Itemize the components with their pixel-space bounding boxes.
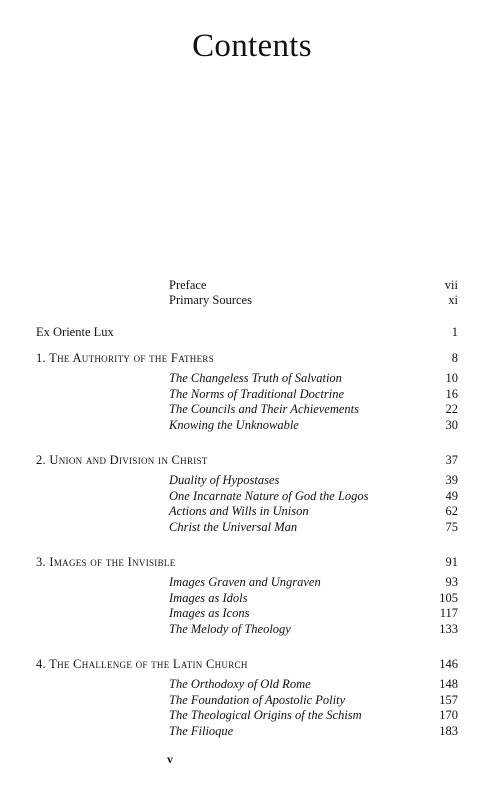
toc-section-page: 22 [445, 402, 458, 416]
page-number: v [167, 752, 173, 766]
toc-section-page: 16 [445, 387, 458, 401]
toc-section: Duality of Hypostases [169, 473, 280, 487]
toc-section: The Melody of Theology [169, 622, 291, 636]
toc-chapter-1-page: 8 [451, 351, 458, 365]
toc-section-page: 75 [445, 520, 458, 534]
toc-intro-page: 1 [451, 325, 458, 339]
page-title: Contents [192, 28, 312, 64]
toc-section-page: 93 [445, 575, 458, 589]
toc-section-page: 30 [445, 418, 458, 432]
toc-chapter-3-page: 91 [445, 555, 458, 569]
toc-section: The Changeless Truth of Salvation [169, 371, 342, 385]
toc-section-page: 10 [445, 371, 458, 385]
toc-preface-label: Preface [169, 278, 207, 292]
toc-section: Images Graven and Ungraven [169, 575, 321, 589]
toc-intro-label: Ex Oriente Lux [36, 325, 114, 339]
toc-section-page: 49 [445, 489, 458, 503]
toc-chapter-2-label: 2. Union and Division in Christ [36, 453, 208, 467]
toc-chapter-3-label: 3. Images of the Invisible [36, 555, 176, 569]
toc-primary-sources-page: xi [448, 293, 458, 307]
toc-section-page: 157 [439, 693, 458, 707]
toc-preface-page: vii [444, 278, 458, 292]
toc-section: The Orthodoxy of Old Rome [169, 677, 311, 691]
toc-section: The Foundation of Apostolic Polity [169, 693, 346, 707]
toc-section-page: 133 [439, 622, 458, 636]
toc-section: Knowing the Unknowable [169, 418, 299, 432]
toc-section: The Norms of Traditional Doctrine [169, 387, 345, 401]
toc-chapter-4-label: 4. The Challenge of the Latin Church [36, 657, 248, 671]
toc-section-page: 117 [439, 606, 458, 620]
toc-primary-sources-label: Primary Sources [169, 293, 252, 307]
toc-section: Images as Idols [169, 591, 248, 605]
toc-section-page: 105 [439, 591, 458, 605]
toc-section: Images as Icons [169, 606, 250, 620]
toc-section: The Theological Origins of the Schism [169, 708, 362, 722]
toc-chapter-4-page: 146 [439, 657, 458, 671]
toc-chapter-2-page: 37 [445, 453, 458, 467]
toc-chapter-1-label: 1. The Authority of the Fathers [36, 351, 214, 365]
toc-section: The Councils and Their Achievements [169, 402, 360, 416]
toc-section: The Filioque [169, 724, 234, 738]
toc-section: Christ the Universal Man [169, 520, 298, 534]
toc-section-page: 62 [445, 504, 458, 518]
toc-section-page: 148 [439, 677, 458, 691]
toc-section: Actions and Wills in Unison [169, 504, 309, 518]
toc-section: One Incarnate Nature of God the Logos [169, 489, 369, 503]
toc-section-page: 39 [445, 473, 458, 487]
toc-section-page: 170 [439, 708, 458, 722]
toc-section-page: 183 [439, 724, 458, 738]
